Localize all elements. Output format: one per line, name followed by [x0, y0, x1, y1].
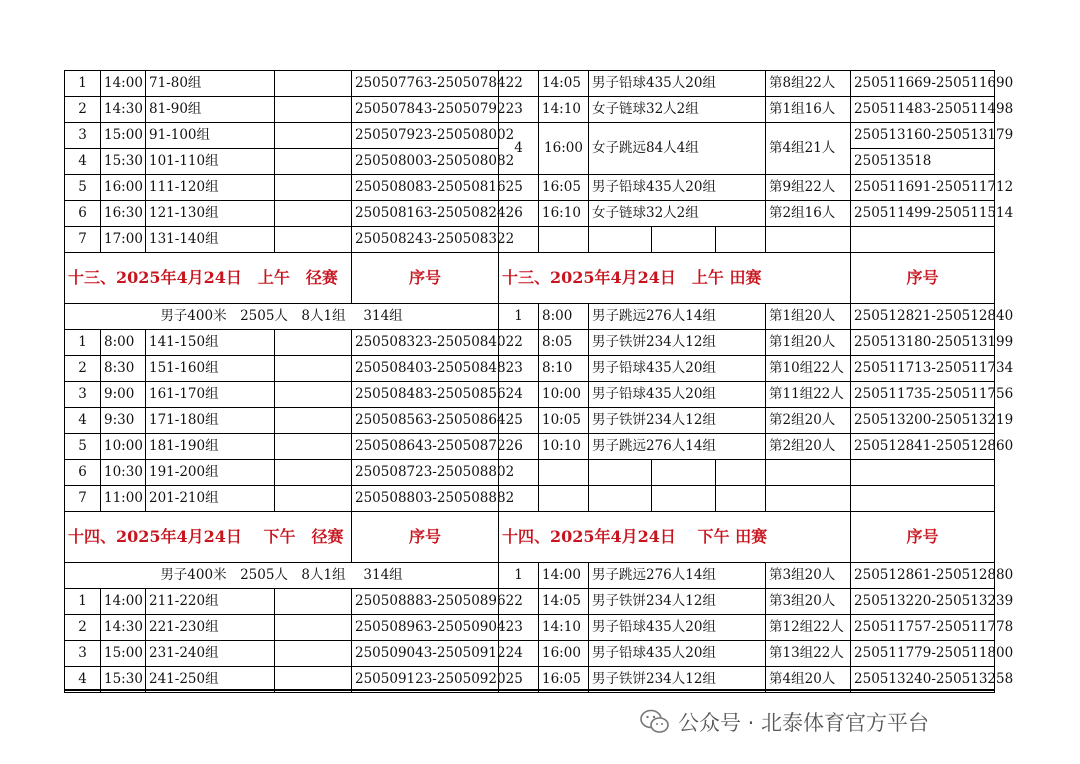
- bib-range: 250511669-250511690: [851, 71, 995, 97]
- table-row: [65, 486, 995, 512]
- row-number: 3: [499, 356, 539, 382]
- row-number: 3: [499, 97, 539, 123]
- start-time: 14:00: [101, 71, 146, 97]
- heat-groups: 211-220组: [146, 589, 275, 615]
- table-row: [65, 589, 995, 615]
- bib-range: 250508243-250508322: [352, 227, 499, 253]
- watermark-text: 公众号 · 北泰体育官方平台: [678, 711, 930, 735]
- heat-groups: 241-250组: [146, 667, 275, 693]
- table-row: [65, 641, 995, 667]
- bib-range: 250507843-250507922: [352, 97, 499, 123]
- bib-range: 250508323-250508402: [352, 330, 499, 356]
- bib-range: 250508643-250508722: [352, 434, 499, 460]
- blank-cell: [275, 382, 352, 408]
- bib-range: 250512821-250512840: [851, 304, 995, 330]
- row-number: 3: [65, 641, 101, 667]
- row-number: 5: [499, 175, 539, 201]
- session-title-field: 十三、2025年4月24日 上午 田赛: [499, 253, 851, 304]
- field-event: [652, 460, 716, 486]
- row-number: 5: [499, 408, 539, 434]
- row-number: 3: [499, 615, 539, 641]
- blank-cell: [275, 227, 352, 253]
- group-info: 第10组22人: [766, 356, 851, 382]
- bib-range: 250513518: [851, 149, 995, 175]
- field-event: [716, 486, 766, 512]
- bib-range: [851, 486, 995, 512]
- start-time: 14:30: [101, 615, 146, 641]
- table-row: [65, 330, 995, 356]
- field-event: 男子铁饼234人12组: [589, 330, 766, 356]
- heat-groups: 81-90组: [146, 97, 275, 123]
- field-event: [716, 460, 766, 486]
- start-time: 11:00: [101, 486, 146, 512]
- session-title-field: 十四、2025年4月24日 下午 田赛: [499, 512, 851, 563]
- bib-range: [851, 460, 995, 486]
- blank-cell: [275, 615, 352, 641]
- bib-range: 250508163-250508242: [352, 201, 499, 227]
- start-time: 15:00: [101, 123, 146, 149]
- start-time: 14:05: [539, 589, 589, 615]
- event-subheader: 男子400米 2505人 8人1组 314组: [65, 563, 499, 589]
- field-event: 男子铅球435人20组: [589, 615, 766, 641]
- field-event: 男子跳远276人14组: [589, 304, 766, 330]
- group-info: 第1组20人: [766, 304, 851, 330]
- start-time: 16:05: [539, 175, 589, 201]
- bib-range: 250508563-250508642: [352, 408, 499, 434]
- heat-groups: 71-80组: [146, 71, 275, 97]
- group-info: 第1组20人: [766, 330, 851, 356]
- heat-groups: 201-210组: [146, 486, 275, 512]
- bib-range: 250507763-250507842: [352, 71, 499, 97]
- bib-range: 250511691-250511712: [851, 175, 995, 201]
- event-subheader: 男子400米 2505人 8人1组 314组: [65, 304, 499, 330]
- start-time: 10:10: [539, 434, 589, 460]
- blank-cell: [275, 71, 352, 97]
- start-time: 16:10: [539, 201, 589, 227]
- bottom-rule: [64, 689, 994, 691]
- bib-range: 250513200-250513219: [851, 408, 995, 434]
- start-time: [539, 486, 589, 512]
- session-header-row: [65, 253, 995, 304]
- table-row: [65, 356, 995, 382]
- heat-groups: 111-120组: [146, 175, 275, 201]
- start-time: 14:00: [539, 563, 589, 589]
- start-time: 14:00: [101, 589, 146, 615]
- start-time: 17:00: [101, 227, 146, 253]
- bib-range: 250513180-250513199: [851, 330, 995, 356]
- table-row: [65, 563, 995, 589]
- start-time: 8:05: [539, 330, 589, 356]
- bib-range: 250509043-250509122: [352, 641, 499, 667]
- heat-groups: 141-150组: [146, 330, 275, 356]
- start-time: 15:00: [101, 641, 146, 667]
- row-number: 2: [499, 589, 539, 615]
- table-row: [65, 382, 995, 408]
- bib-range: 250511757-250511778: [851, 615, 995, 641]
- start-time: 14:10: [539, 615, 589, 641]
- start-time: 8:00: [101, 330, 146, 356]
- field-event: 男子铁饼234人12组: [589, 667, 766, 693]
- group-info: 第1组16人: [766, 97, 851, 123]
- start-time: 8:00: [539, 304, 589, 330]
- group-info: 第3组20人: [766, 589, 851, 615]
- bib-range: 250508723-250508802: [352, 460, 499, 486]
- group-info: 第4组21人: [766, 123, 851, 175]
- bib-range: 250511713-250511734: [851, 356, 995, 382]
- group-info: 第4组20人: [766, 667, 851, 693]
- row-number: 1: [65, 71, 101, 97]
- bib-range: 250507923-250508002: [352, 123, 499, 149]
- seq-header: 序号: [352, 512, 499, 563]
- field-event: 男子铅球435人20组: [589, 356, 766, 382]
- bib-range: 250511735-250511756: [851, 382, 995, 408]
- heat-groups: 231-240组: [146, 641, 275, 667]
- row-number: 1: [65, 589, 101, 615]
- blank-cell: [275, 330, 352, 356]
- heat-groups: 181-190组: [146, 434, 275, 460]
- row-number: 7: [65, 486, 101, 512]
- session-title-track: 十三、2025年4月24日 上午 径赛: [65, 253, 352, 304]
- bib-range: 250508083-250508162: [352, 175, 499, 201]
- bib-range: 250508003-250508082: [352, 149, 499, 175]
- heat-groups: 121-130组: [146, 201, 275, 227]
- start-time: [539, 227, 589, 253]
- bib-range: 250511483-250511498: [851, 97, 995, 123]
- blank-cell: [275, 123, 352, 149]
- row-number: 4: [499, 641, 539, 667]
- start-time: 16:30: [101, 201, 146, 227]
- field-event: 男子铁饼234人12组: [589, 589, 766, 615]
- group-info: [766, 460, 851, 486]
- table-row: [65, 71, 995, 97]
- blank-cell: [275, 356, 352, 382]
- table-row: [65, 123, 995, 149]
- table-row: [65, 615, 995, 641]
- row-number: 1: [65, 330, 101, 356]
- heat-groups: 171-180组: [146, 408, 275, 434]
- field-event: [589, 460, 652, 486]
- table-row: [65, 408, 995, 434]
- start-time: 16:00: [539, 123, 589, 175]
- start-time: 9:30: [101, 408, 146, 434]
- group-info: 第2组16人: [766, 201, 851, 227]
- row-number: 4: [65, 667, 101, 693]
- row-number: 5: [65, 175, 101, 201]
- start-time: 14:05: [539, 71, 589, 97]
- group-info: 第2组20人: [766, 408, 851, 434]
- table-row: [65, 304, 995, 330]
- group-info: 第12组22人: [766, 615, 851, 641]
- field-event: [589, 227, 652, 253]
- bib-range: 250508883-250508962: [352, 589, 499, 615]
- bib-range: 250513160-250513179: [851, 123, 995, 149]
- start-time: 14:30: [101, 97, 146, 123]
- row-number: 6: [499, 201, 539, 227]
- start-time: 10:00: [101, 434, 146, 460]
- blank-cell: [275, 641, 352, 667]
- wechat-icon: [640, 709, 670, 735]
- schedule-sheet: [64, 70, 1014, 690]
- seq-header: 序号: [851, 253, 995, 304]
- row-number: 1: [499, 304, 539, 330]
- heat-groups: 131-140组: [146, 227, 275, 253]
- row-number: 7: [65, 227, 101, 253]
- bib-range: 250513240-250513258: [851, 667, 995, 693]
- bib-range: 250513220-250513239: [851, 589, 995, 615]
- start-time: 8:30: [101, 356, 146, 382]
- row-number: 4: [65, 408, 101, 434]
- schedule-body: [65, 71, 1014, 693]
- group-info: [766, 227, 851, 253]
- heat-groups: 91-100组: [146, 123, 275, 149]
- field-event: [652, 486, 716, 512]
- field-event: 男子铅球435人20组: [589, 71, 766, 97]
- row-number: 4: [499, 382, 539, 408]
- group-info: 第2组20人: [766, 434, 851, 460]
- start-time: 15:30: [101, 667, 146, 693]
- group-info: 第3组20人: [766, 563, 851, 589]
- row-number: 2: [65, 615, 101, 641]
- bib-range: 250512841-250512860: [851, 434, 995, 460]
- row-number: 1: [499, 563, 539, 589]
- blank-cell: [275, 201, 352, 227]
- bib-range: 250508963-250509042: [352, 615, 499, 641]
- table-row: [65, 97, 995, 123]
- start-time: 8:10: [539, 356, 589, 382]
- table-row: [65, 434, 995, 460]
- heat-groups: 101-110组: [146, 149, 275, 175]
- table-row: [65, 227, 995, 253]
- field-event: 男子铅球435人20组: [589, 641, 766, 667]
- heat-groups: 151-160组: [146, 356, 275, 382]
- field-event: [652, 227, 716, 253]
- row-number: 2: [499, 330, 539, 356]
- row-number: 3: [65, 382, 101, 408]
- bib-range: 250511779-250511800: [851, 641, 995, 667]
- start-time: 16:00: [539, 641, 589, 667]
- row-number: 5: [65, 434, 101, 460]
- start-time: 10:05: [539, 408, 589, 434]
- start-time: 16:00: [101, 175, 146, 201]
- bib-range: 250511499-250511514: [851, 201, 995, 227]
- seq-header: 序号: [851, 512, 995, 563]
- bib-range: 250508483-250508562: [352, 382, 499, 408]
- schedule-table: [64, 70, 1014, 693]
- field-event: 男子铁饼234人12组: [589, 408, 766, 434]
- field-event: 男子跳远276人14组: [589, 434, 766, 460]
- start-time: [539, 460, 589, 486]
- group-info: [766, 486, 851, 512]
- session-header-row: [65, 512, 995, 563]
- blank-cell: [275, 149, 352, 175]
- row-number: 2: [65, 97, 101, 123]
- start-time: 9:00: [101, 382, 146, 408]
- field-event: 男子铅球435人20组: [589, 175, 766, 201]
- start-time: 16:05: [539, 667, 589, 693]
- row-number: 6: [65, 460, 101, 486]
- blank-cell: [275, 408, 352, 434]
- row-number: 4: [65, 149, 101, 175]
- blank-cell: [275, 175, 352, 201]
- table-row: [65, 175, 995, 201]
- blank-cell: [275, 460, 352, 486]
- group-info: 第8组22人: [766, 71, 851, 97]
- start-time: 14:10: [539, 97, 589, 123]
- group-info: 第13组22人: [766, 641, 851, 667]
- row-number: 3: [65, 123, 101, 149]
- table-row: [65, 201, 995, 227]
- row-number: 6: [499, 434, 539, 460]
- field-event: [716, 227, 766, 253]
- heat-groups: 191-200组: [146, 460, 275, 486]
- bib-range: 250512861-250512880: [851, 563, 995, 589]
- field-event: 女子链球32人2组: [589, 201, 766, 227]
- blank-cell: [275, 486, 352, 512]
- session-title-track: 十四、2025年4月24日 下午 径赛: [65, 512, 352, 563]
- seq-header: 序号: [352, 253, 499, 304]
- field-event: 男子铅球435人20组: [589, 382, 766, 408]
- heat-groups: 221-230组: [146, 615, 275, 641]
- row-number: 6: [65, 201, 101, 227]
- row-number: 4: [499, 123, 539, 175]
- row-number: 2: [65, 356, 101, 382]
- group-info: 第9组22人: [766, 175, 851, 201]
- field-event: 女子跳远84人4组: [589, 123, 766, 175]
- watermark: [640, 702, 929, 742]
- row-number: 5: [499, 667, 539, 693]
- heat-groups: 161-170组: [146, 382, 275, 408]
- row-number: 2: [499, 71, 539, 97]
- field-event: 男子跳远276人14组: [589, 563, 766, 589]
- group-info: 第11组22人: [766, 382, 851, 408]
- blank-cell: [275, 434, 352, 460]
- start-time: 15:30: [101, 149, 146, 175]
- bib-range: [851, 227, 995, 253]
- start-time: 10:00: [539, 382, 589, 408]
- start-time: 10:30: [101, 460, 146, 486]
- bib-range: 250509123-250509202: [352, 667, 499, 693]
- blank-cell: [275, 97, 352, 123]
- field-event: [589, 486, 652, 512]
- table-row: [65, 460, 995, 486]
- blank-cell: [275, 589, 352, 615]
- field-event: 女子链球32人2组: [589, 97, 766, 123]
- bib-range: 250508403-250508482: [352, 356, 499, 382]
- bib-range: 250508803-250508882: [352, 486, 499, 512]
